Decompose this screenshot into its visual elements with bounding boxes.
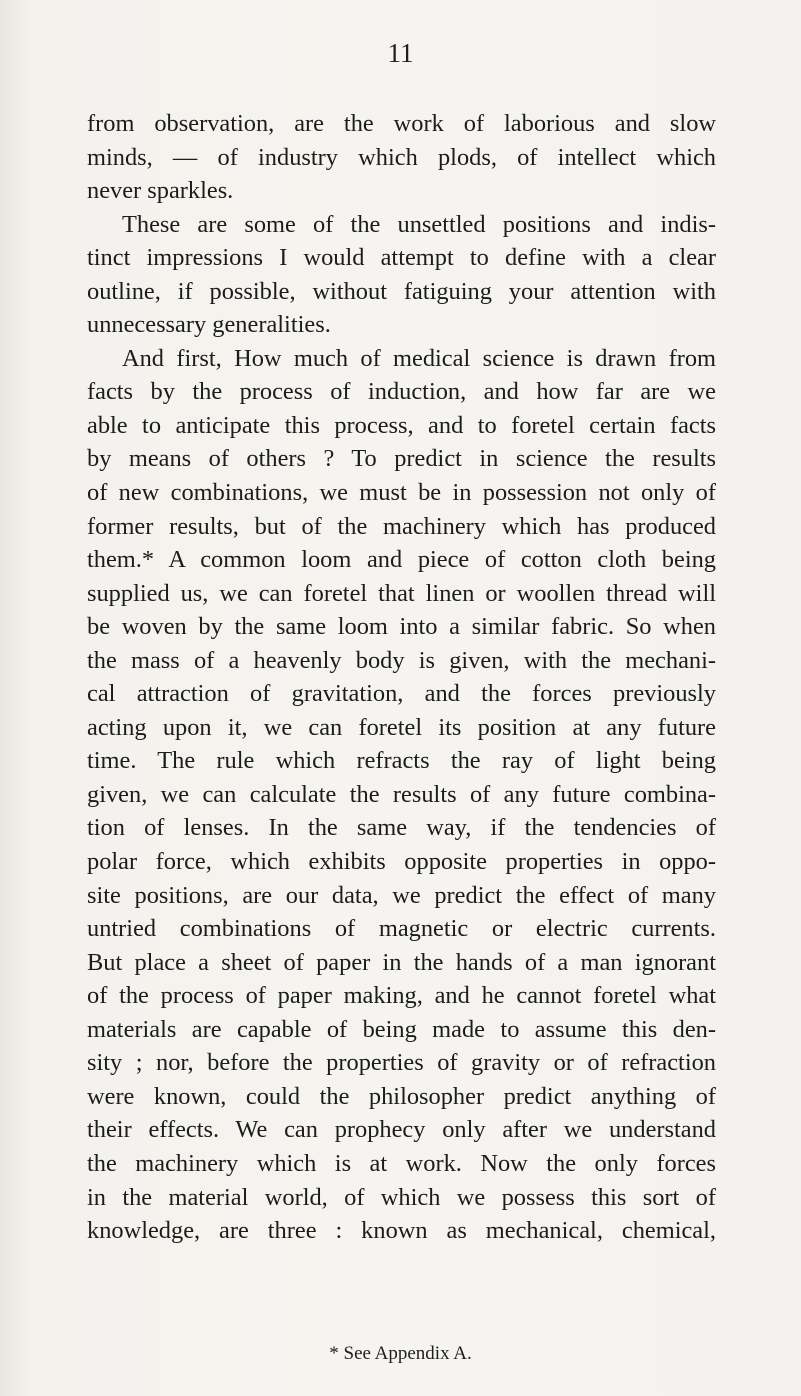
text-line: untried combinations of magnetic or electric currents.: [87, 915, 716, 943]
text-line: never sparkles.: [87, 177, 234, 205]
text-line: of new combinations, we must be in possession not only of: [87, 479, 716, 507]
text-line: the machinery which is at work. Now the only forces: [87, 1149, 716, 1177]
text-line: their effects. We can prophecy only after we understand: [87, 1116, 716, 1144]
text-line: supplied us, we can foretel that linen or woollen thread will: [87, 579, 716, 607]
text-line: acting upon it, we can foretel its position at any future: [87, 713, 716, 741]
text-line: from observation, are the work of laborious and slow: [87, 110, 716, 137]
text-line: knowledge, are three : known as mechanical, chemical,: [87, 1217, 716, 1245]
text-line: sity ; nor, before the properties of gravity or of refraction: [87, 1049, 716, 1077]
body-text: [87, 107, 716, 1248]
text-line: former results, but of the machinery which has produced: [87, 512, 716, 540]
text-line: by means of others ? To predict in science the results: [87, 445, 716, 473]
text-line: in the material world, of which we possess this sort of: [87, 1183, 716, 1211]
text-line: be woven by the same loom into a similar fabric. So when: [87, 613, 716, 641]
text-line: minds, — of industry which plods, of intellect which: [87, 143, 716, 171]
page-number: 11: [387, 38, 414, 68]
footnote: * See Appendix A.: [329, 1343, 472, 1364]
text-line: site positions, are our data, we predict the effect of many: [87, 881, 716, 909]
text-line: time. The rule which refracts the ray of light being: [87, 747, 716, 775]
text-line: And first, How much of medical science is drawn from: [122, 344, 716, 372]
text-line: of the process of paper making, and he cannot foretel what: [87, 982, 716, 1010]
text-line: given, we can calculate the results of any future combina-: [87, 780, 716, 808]
text-line: the mass of a heavenly body is given, with the mechani-: [87, 646, 716, 674]
text-line: These are some of the unsettled positions and indis-: [122, 210, 716, 238]
text-line: materials are capable of being made to assume this den-: [87, 1015, 716, 1043]
text-line: But place a sheet of paper in the hands of a man ignorant: [87, 948, 716, 976]
text-line: them.* A common loom and piece of cotton cloth being: [87, 546, 716, 574]
text-line: tinct impressions I would attempt to define with a clear: [87, 244, 716, 272]
text-line: were known, could the philosopher predict anything of: [87, 1082, 716, 1110]
text-line: facts by the process of induction, and how far are we: [87, 378, 716, 406]
text-line: tion of lenses. In the same way, if the tendencies of: [87, 814, 716, 842]
text-line: unnecessary generalities.: [87, 311, 331, 339]
text-line: cal attraction of gravitation, and the forces previously: [87, 680, 716, 708]
text-line: outline, if possible, without fatiguing your attention with: [87, 277, 716, 305]
text-line: able to anticipate this process, and to foretel certain facts: [87, 411, 716, 439]
text-line: polar force, which exhibits opposite properties in oppo-: [87, 848, 716, 876]
